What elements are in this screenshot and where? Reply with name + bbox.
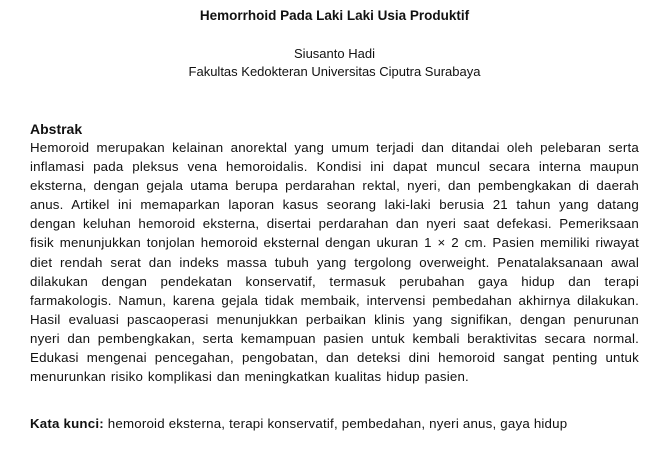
paper-title: Hemorrhoid Pada Laki Laki Usia Produktif — [199, 8, 470, 23]
keywords-line — [30, 414, 650, 433]
keywords-text: hemoroid eksterna, terapi konservatif, pembedahan, nyeri anus, gaya hidup — [103, 416, 568, 431]
abstract-heading: Abstrak — [30, 121, 83, 137]
author-affiliation: Fakultas Kedokteran Universitas Ciputra Surabaya — [188, 64, 481, 79]
author-name: Siusanto Hadi — [294, 46, 375, 61]
keywords-label: Kata kunci: — [30, 416, 104, 431]
abstract-body: Hemoroid merupakan kelainan anorektal yang umum terjadi dan ditandai oleh pelebaran serta inflamasi pada pleksus vena hemoroidalis. Kondisi ini dapat muncul secara interna maupun eksterna, dengan gejala utama berupa perdarahan rektal, nyeri, dan pembengkakan di daerah anus. Artikel ini memaparkan laporan kasus seorang laki-laki berusia 21 tahun yang datang dengan keluhan hemoroid eksterna, disertai perdarahan dan nyeri saat defekasi. Pemeriksaan fisik menunjukkan tonjolan hemoroid eksternal dengan ukuran 1 × 2 cm. Pasien memiliki riwayat diet rendah serat dan indeks massa tubuh yang tergolong overweight. Penatalaksanaan awal dilakukan dengan pendekatan konservatif, termasuk perubahan gaya hidup dan terapi farmakologis. Namun, karena gejala tidak membaik, intervensi pembedahan akhirnya dilakukan. Hasil evaluasi pascaoperasi menunjukkan perbaikan klinis yang signifikan, dengan penurunan nyeri dan pembengkakan, serta kemampuan pasien untuk kembali beraktivitas secara normal. Edukasi mengenai pencegahan, pengobatan, dan deteksi dini hemoroid sangat penting untuk menurunkan risiko komplikasi dan meningkatkan kualitas hidup pasien. — [30, 140, 639, 385]
